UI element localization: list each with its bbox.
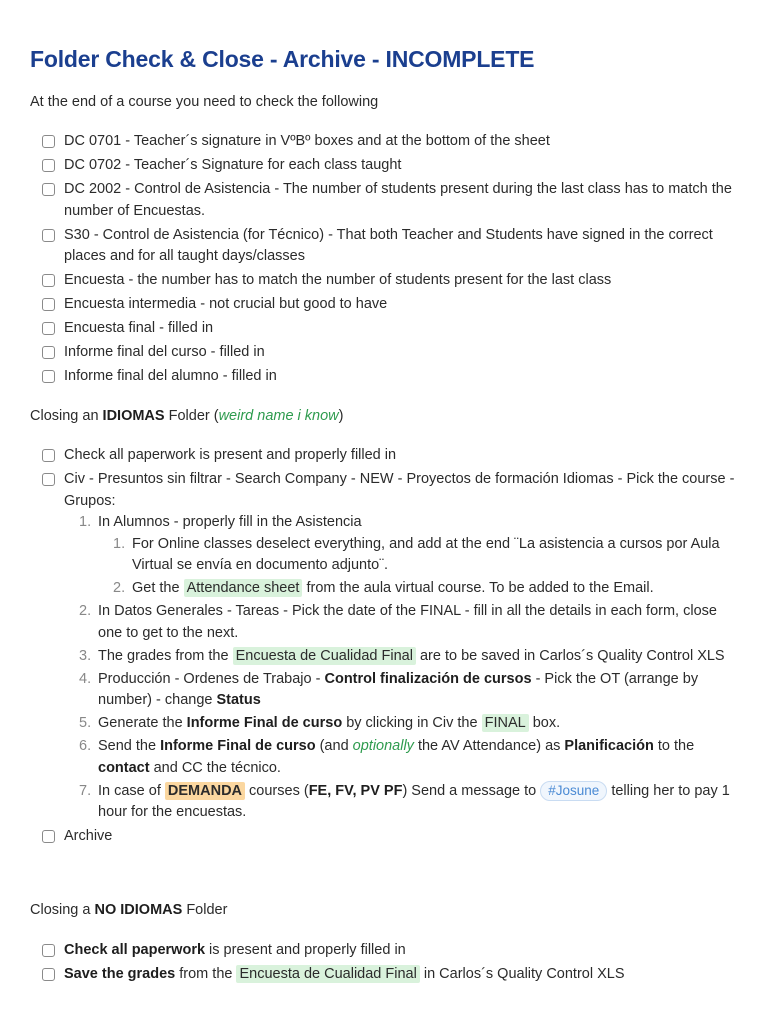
idiomas-heading: Closing an IDIOMAS Folder (weird name i know): [30, 408, 344, 424]
intro-text: At the end of a course you need to check the following: [30, 94, 379, 110]
highlight: Encuesta de Cualidad Final: [236, 965, 419, 983]
checkbox[interactable]: [42, 370, 55, 383]
mention-tag[interactable]: #Josune: [540, 781, 607, 801]
checkbox[interactable]: [42, 183, 55, 196]
checklist-item: DC 0702 - Teacher´s Signature for each class taught: [42, 155, 738, 177]
page-title: Folder Check & Close - Archive - INCOMPLETE: [30, 46, 535, 72]
step-item: 4. Producción - Ordenes de Trabajo - Control finalización de cursos - Pick the OT (arrange by number) - change Status: [79, 670, 699, 708]
checkbox[interactable]: [42, 274, 55, 287]
step-item: 7. In case of DEMANDA courses (FE, FV, PV PF) Send a message to #Josune telling her to pay 1 hour for the encuestas.: [79, 782, 730, 820]
checklist-item: Encuesta final - filled in: [42, 318, 738, 340]
checkbox[interactable]: [42, 968, 55, 981]
checklist-item: Check all paperwork is present and properly filled in: [42, 940, 738, 962]
step-item: 6. Send the Informe Final de curso (and optionally the AV Attendance) as Planificación to the contact and CC the técnico.: [79, 738, 695, 776]
highlight: Encuesta de Cualidad Final: [233, 647, 416, 665]
step-item: 3. The grades from the Encuesta de Cualidad Final are to be saved in Carlos´s Quality Control XLS: [79, 647, 725, 664]
checklist-item: Encuesta intermedia - not crucial but good to have: [42, 294, 738, 316]
highlight: Attendance sheet: [184, 579, 303, 597]
checklist-item: Informe final del alumno - filled in: [42, 366, 738, 388]
checklist-item: Save the grades from the Encuesta de Cualidad Final in Carlos´s Quality Control XLS: [42, 964, 738, 986]
checkbox[interactable]: [42, 322, 55, 335]
checklist-item: Civ - Presuntos sin filtrar - Search Company - NEW - Proyectos de formación Idiomas - Pick the course - Grupos: 1. In Alumnos - properly fill in the Asistencia 1. For Online classes deselect everything, and add at the end ¨La asistencia a cursos por Aula Virtual se envía en documento adjunto¨. 2. Get the Attendance sheet from the aula virtual course. To be added to the Email. 2. In Datos Generales - Tareas - Pick the date of the FINAL - fill in all the details in each form, close one to get to the next. 3. The grades from the Encuesta de Cualidad Final are to be saved in Carlos´s Quality Control XLS 4. Producción - Ordenes de Trabajo - Control finalización de cursos - Pick the OT (arrange by number) - change Status 5. Generate the Informe Final de curso by clicking in Civ the FINAL box. 6. Send the Informe Final de curso (and optionally the AV Attendance) as Planificación to the contact and CC the técnico. 7. In case of DEMANDA courses (FE, FV, PV PF) Send a message to #Josune telling her to pay 1 hour for the encuestas.: [42, 469, 738, 824]
no-idiomas-checklist: [42, 940, 738, 988]
highlight: DEMANDA: [165, 782, 245, 800]
checklist-item: Check all paperwork is present and properly filled in: [42, 445, 738, 467]
idiomas-checklist: [42, 445, 738, 850]
checklist-item: DC 2002 - Control de Asistencia - The number of students present during the last class has to match the number of Encuestas.: [42, 179, 738, 222]
highlight: FINAL: [482, 714, 529, 732]
substep-item: 1. For Online classes deselect everything, and add at the end ¨La asistencia a cursos por Aula Virtual se envía en documento adjunto¨.: [113, 535, 720, 573]
checkbox[interactable]: [42, 346, 55, 359]
no-idiomas-heading: Closing a NO IDIOMAS Folder: [30, 902, 228, 918]
course-checklist: [42, 131, 738, 390]
checklist-item: Informe final del curso - filled in: [42, 342, 738, 364]
checklist-item: Encuesta - the number has to match the number of students present for the last class: [42, 270, 738, 292]
checklist-item: DC 0701 - Teacher´s signature in VºBº boxes and at the bottom of the sheet: [42, 131, 738, 153]
checkbox[interactable]: [42, 135, 55, 148]
checkbox[interactable]: [42, 159, 55, 172]
step-item: 2. In Datos Generales - Tareas - Pick the date of the FINAL - fill in all the details in each form, close one to get to the next.: [79, 603, 717, 641]
step-item: 1. In Alumnos - properly fill in the Asistencia 1. For Online classes deselect everything, and add at the end ¨La asistencia a cursos por Aula Virtual se envía en documento adjunto¨. 2. Get the Attendance sheet from the aula virtual course. To be added to the Email.: [98, 512, 738, 600]
checklist-item: Archive: [42, 826, 738, 848]
step-item: 5. Generate the Informe Final de curso by clicking in Civ the FINAL box.: [79, 715, 561, 731]
steps-list: [79, 512, 738, 824]
substep-item: 2. Get the Attendance sheet from the aula virtual course. To be added to the Email.: [113, 580, 654, 596]
checkbox[interactable]: [42, 298, 55, 311]
checkbox[interactable]: [42, 473, 55, 486]
checklist-item: S30 - Control de Asistencia (for Técnico) - That both Teacher and Students have signed in the correct places and for all taught days/classes: [42, 225, 738, 268]
checkbox[interactable]: [42, 830, 55, 843]
checkbox[interactable]: [42, 944, 55, 957]
checkbox[interactable]: [42, 449, 55, 462]
checkbox[interactable]: [42, 229, 55, 242]
substeps-list: [113, 534, 738, 600]
